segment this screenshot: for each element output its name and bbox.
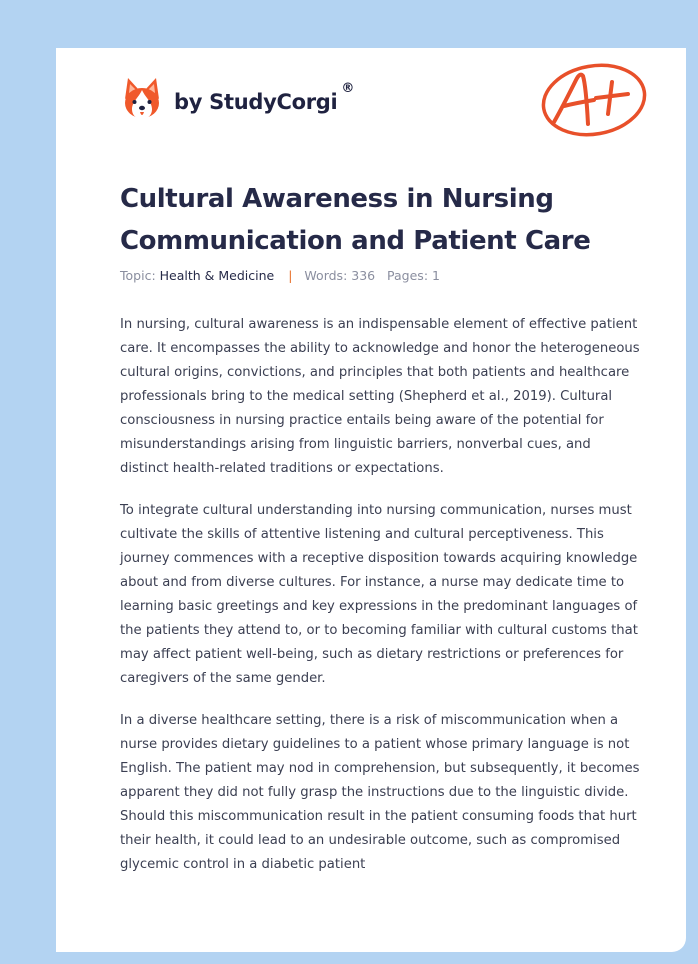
words-label: Words: [304,268,348,283]
registered-mark: ® [341,80,355,96]
brand-name: by StudyCorgi [174,90,338,114]
a-plus-grade-stamp [536,56,652,142]
article-title: Cultural Awareness in Nursing Communication and Patient Care [120,184,591,256]
meta-separator: | [288,268,293,283]
pages-label: Pages: [387,268,429,283]
pages-value: 1 [432,268,440,283]
topic-value[interactable]: Health & Medicine [159,268,275,283]
topic-label: Topic: [120,268,156,283]
paragraph: To integrate cultural understanding into nursing communication, nurses must cultivate the skills of attentive listening and cultural perceptiveness. This journey commences with a receptive disposition towards acquiring knowledge about and from diverse cultures. For instance, a nurse may dedicate time to learning basic greetings and key expressions in the predominant languages of the patients they attend to, or to becoming familiar with cultural customs that may affect patient well-being, such as dietary restrictions or preferences for caregivers of the same gender. [120,503,638,686]
essay-card [56,48,686,952]
paragraph: In nursing, cultural awareness is an indispensable element of effective patient care. It encompasses the ability to acknowledge and honor the heterogeneous cultural origins, convictions, and principles that both patients and healthcare professionals bring to the medical setting (Shepherd et al., 2019). Cultural consciousness in nursing practice entails being aware of the potential for misunderstandings arising from linguistic barriers, nonverbal cues, and distinct health-related traditions or expectations. [120,317,640,476]
studycorgi-logo[interactable] [122,76,354,122]
words-value: 336 [351,268,376,283]
article-meta [120,268,440,283]
paragraph: In a diverse healthcare setting, there is a risk of miscommunication when a nurse provides dietary guidelines to a patient whose primary language is not English. The patient may nod in comprehension, but subsequently, it becomes apparent they did not fully grasp the instructions due to the linguistic divide. Should this miscommunication result in the patient consuming foods that hurt their health, it could lead to an undesirable outcome, such as compromised glycemic control in a diabetic patient [120,713,640,872]
corgi-icon [122,77,162,121]
article-body [120,313,640,895]
